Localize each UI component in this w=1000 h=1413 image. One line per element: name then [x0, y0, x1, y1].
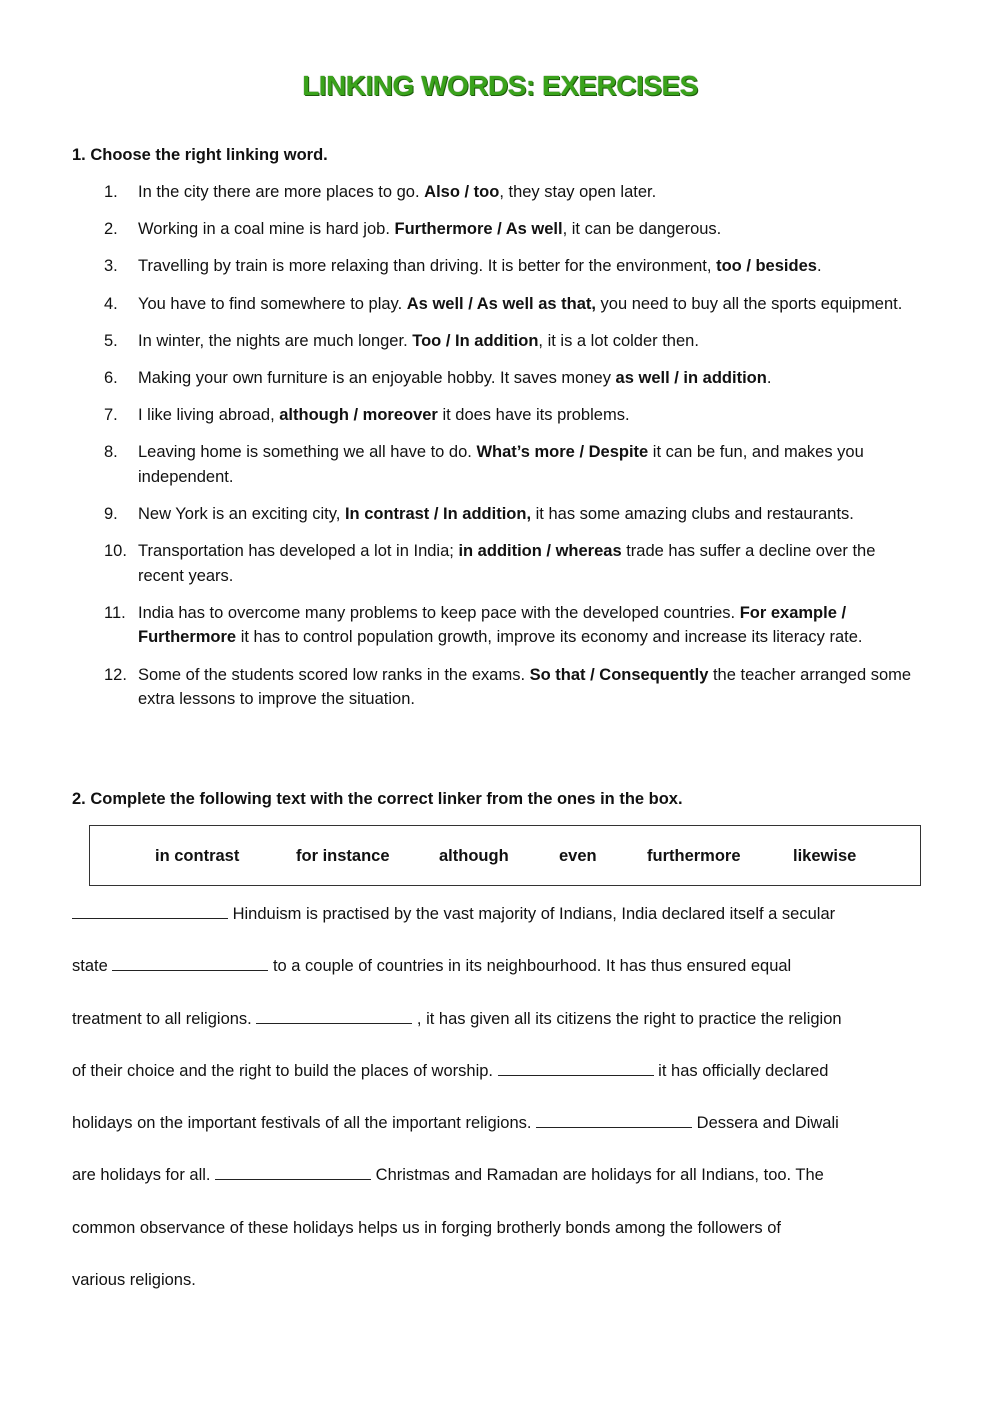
gap-line	[72, 1161, 932, 1213]
item-number: 8.	[104, 443, 118, 462]
line-text-after: to a couple of countries in its neighbourhood. It has thus ensured equal	[268, 957, 792, 976]
item-options: in addition / whereas	[458, 542, 622, 561]
item-text-before: Working in a coal mine is hard job.	[138, 220, 395, 239]
exercise-item	[72, 403, 922, 428]
item-text-before: You have to find somewhere to play.	[138, 294, 407, 313]
item-options: Also / too	[424, 183, 500, 201]
line-text-before: of their choice and the right to build the places of worship.	[72, 1061, 498, 1080]
word-bank-item: likewise	[793, 847, 857, 865]
line-text: common observance of these holidays helps us in forging brotherly bonds among the followers of	[72, 1218, 781, 1237]
item-text-before: Transportation has developed a lot in India;	[138, 542, 459, 561]
word-bank-item: furthermore	[647, 847, 741, 865]
item-number: 10.	[104, 542, 127, 561]
item-text-after: , they stay open later.	[499, 183, 657, 201]
exercise-item	[72, 366, 922, 391]
exercise-item	[72, 180, 922, 205]
line-text-before: treatment to all religions.	[72, 1009, 257, 1028]
word-bank-item: for instance	[296, 847, 390, 865]
line-text-before: are holidays for all.	[72, 1166, 216, 1185]
exercise-item	[72, 217, 922, 242]
line-text: various religions.	[72, 1271, 196, 1290]
word-bank-item: even	[559, 847, 597, 865]
item-number: 4.	[104, 294, 118, 313]
exercise-item	[72, 440, 922, 489]
item-text-before: In the city there are more places to go.	[138, 183, 425, 201]
gap-fill-text	[72, 900, 932, 1318]
line-text-after: , it has given all its citizens the right to practice the religion	[412, 1009, 842, 1028]
item-number: 7.	[104, 406, 118, 425]
gap-line	[72, 900, 932, 952]
answer-blank[interactable]	[215, 1162, 371, 1180]
page-title: LINKING WORDS: EXERCISES	[302, 70, 698, 101]
item-number: 1.	[104, 183, 118, 201]
line-text-before: holidays on the important festivals of all the important religions.	[72, 1114, 537, 1133]
item-text-after: it has some amazing clubs and restaurants.	[531, 505, 854, 523]
item-text-before: I like living abroad,	[138, 406, 280, 425]
item-number: 5.	[104, 331, 118, 350]
item-options: What’s more / Despite	[476, 443, 649, 462]
exercise-item	[72, 539, 922, 588]
exercise-1-list	[72, 180, 922, 724]
item-options: In contrast / In addition,	[344, 505, 532, 523]
item-options: too / besides	[716, 257, 817, 276]
exercise-item	[72, 254, 922, 279]
word-bank-item: in contrast	[155, 847, 240, 865]
item-text-before: Some of the students scored low ranks in the exams.	[138, 665, 530, 684]
line-text-after: it has officially declared	[653, 1061, 829, 1080]
word-bank-item: although	[439, 847, 509, 865]
gap-line	[72, 1214, 932, 1266]
item-number: 9.	[104, 505, 118, 523]
item-text-after: you need to buy all the sports equipment.	[595, 294, 903, 313]
answer-blank[interactable]	[498, 1058, 654, 1076]
item-text-after: it can be fun, and makes you independent.	[138, 443, 864, 486]
line-text-after: Christmas and Ramadan are holidays for all Indians, too. The	[371, 1166, 824, 1185]
gap-line	[72, 1057, 932, 1109]
item-options: Too / In addition	[412, 331, 539, 350]
item-number: 2.	[104, 220, 118, 239]
item-text-before: Travelling by train is more relaxing than driving. It is better for the environment,	[138, 257, 717, 276]
item-options: As well / As well as that,	[406, 294, 596, 313]
line-text-before: state	[72, 957, 113, 976]
item-number: 3.	[104, 257, 118, 276]
section-2-heading: 2. Complete the following text with the correct linker from the ones in the box.	[72, 790, 683, 808]
item-text-before: Making your own furniture is an enjoyable hobby. It saves money	[138, 368, 616, 387]
item-text-before: India has to overcome many problems to keep pace with the developed countries.	[138, 603, 740, 622]
item-text-after: trade has suffer a decline over the recent years.	[138, 542, 876, 585]
line-text-after: Hinduism is practised by the vast majority of Indians, India declared itself a secular	[228, 905, 836, 923]
item-options: as well / in addition	[615, 368, 767, 387]
item-text-before: New York is an exciting city,	[138, 505, 345, 523]
section-1-heading: 1. Choose the right linking word.	[72, 146, 328, 164]
item-text-after: , it is a lot colder then.	[538, 331, 699, 350]
item-number: 6.	[104, 368, 118, 387]
item-number: 12.	[104, 665, 127, 684]
line-text-after: Dessera and Diwali	[692, 1114, 839, 1133]
item-text-after: .	[766, 368, 772, 387]
gap-line	[72, 952, 932, 1004]
item-text-after: it has to control population growth, improve its economy and increase its literacy rate.	[236, 628, 863, 647]
exercise-item	[72, 292, 922, 317]
item-text-after: the teacher arranged some extra lessons to improve the situation.	[138, 665, 912, 709]
item-options: although / moreover	[279, 406, 438, 425]
gap-line	[72, 1266, 932, 1318]
exercise-item	[72, 502, 922, 527]
item-options: So that / Consequently	[529, 665, 709, 684]
answer-blank[interactable]	[256, 1006, 412, 1024]
item-text-before: Leaving home is something we all have to do.	[138, 443, 477, 462]
answer-blank[interactable]	[72, 901, 228, 919]
exercise-item	[72, 601, 922, 650]
item-options: Furthermore / As well	[394, 220, 563, 239]
item-text-before: In winter, the nights are much longer.	[138, 331, 413, 350]
exercise-item	[72, 329, 922, 354]
item-number: 11.	[104, 603, 126, 622]
item-text-after: , it can be dangerous.	[562, 220, 722, 239]
answer-blank[interactable]	[536, 1110, 692, 1128]
gap-line	[72, 1109, 932, 1161]
word-bank-box	[89, 825, 921, 886]
answer-blank[interactable]	[112, 953, 268, 971]
exercise-item	[72, 663, 922, 712]
item-options: For example / Furthermore	[138, 603, 847, 647]
item-text-after: .	[816, 257, 822, 276]
item-text-after: it does have its problems.	[437, 406, 630, 425]
gap-line	[72, 1005, 932, 1057]
